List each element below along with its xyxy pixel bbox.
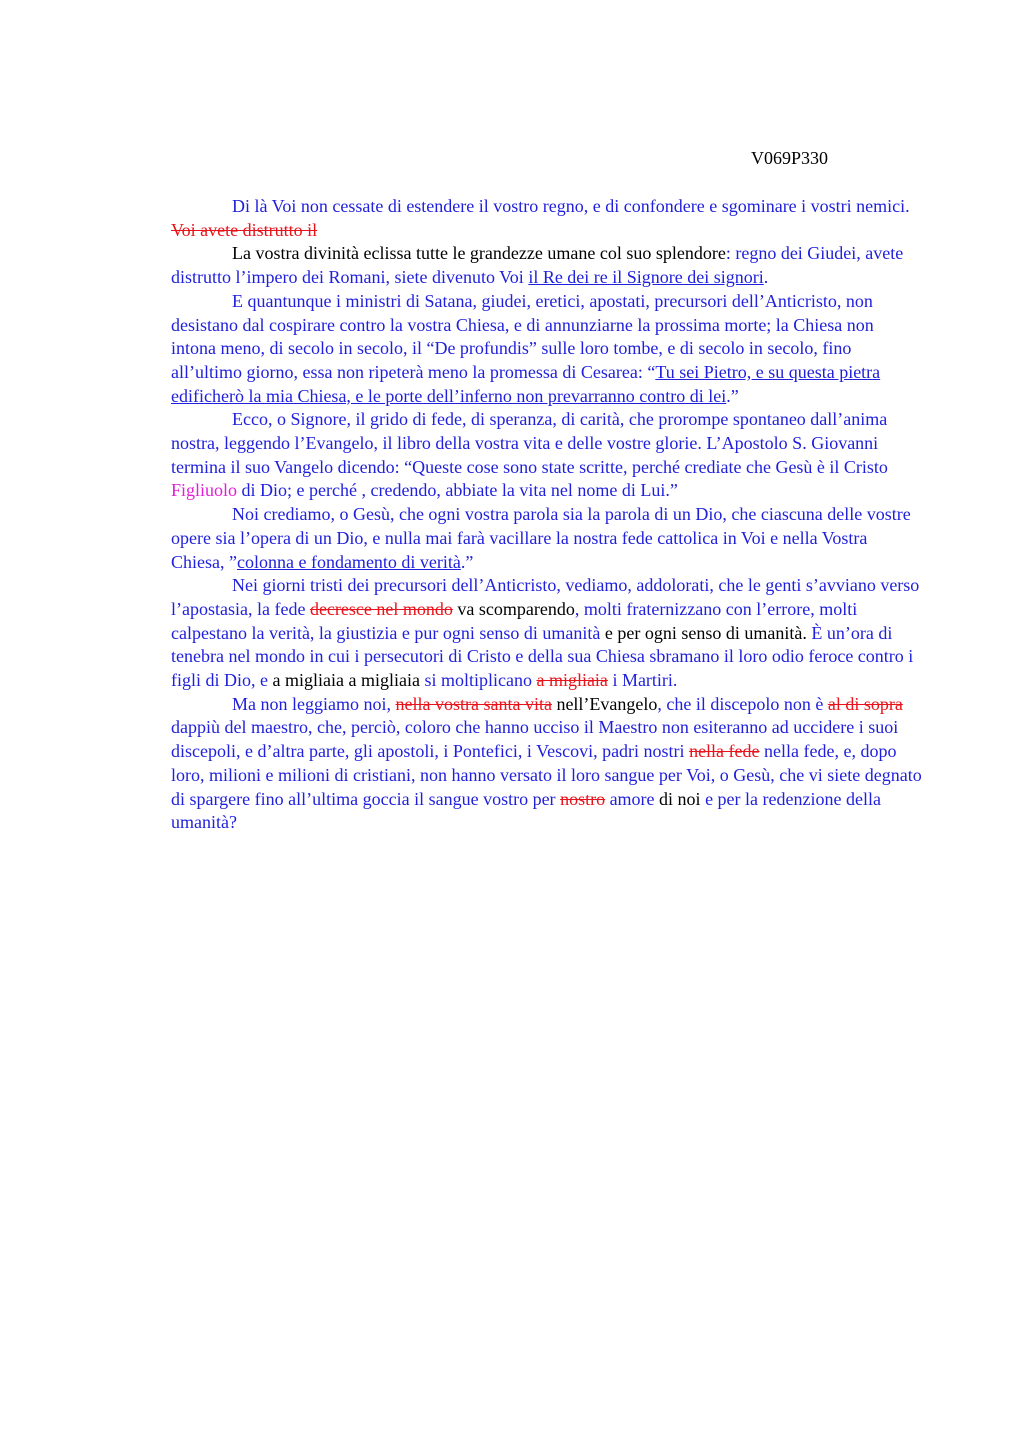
deleted-text: Voi avete distrutto il [171, 219, 318, 240]
paragraph [171, 290, 923, 409]
underlined-quote: colonna e fondamento di verità [236, 551, 461, 572]
deleted-text: nella vostra santa vita [395, 693, 552, 714]
text-run: , molti fraternizzano con l’errore, molti calpestano la verità, la giustizia e pur ogni senso di umanità [171, 598, 858, 643]
text-run: amore [605, 788, 660, 809]
text-run: i Martiri. [607, 670, 678, 691]
deleted-text: nostro [560, 788, 606, 809]
paragraph [171, 574, 923, 693]
paragraph [171, 242, 923, 289]
paragraph [171, 503, 923, 574]
text-run: : regno dei Giudei, avete distrutto l’impero dei Romani, siete divenuto Voi [171, 243, 904, 288]
text-run: nella fede, e, dopo loro, milioni e milioni di cristiani, non hanno versato il loro sangue per Voi, o Gesù, che vi siete degnato di spargere fino all’ultima goccia il sangue vostro per [171, 741, 922, 809]
text-run: .” [726, 385, 739, 406]
text-run: . [763, 267, 769, 288]
text-run: dappiù del maestro, che, perciò, coloro che hanno ucciso il Maestro non esiteranno ad uccidere i suoi discepoli, e d’altra parte, gli apostoli, i Pontefici, i Vescovi, padri nostri [171, 717, 899, 762]
text-run: Ma non leggiamo noi, [232, 693, 396, 714]
underlined-quote: il Re dei re il Signore dei signori [528, 267, 764, 288]
text-run-black: La vostra divinità eclissa tutte le grandezze umane col suo splendore [232, 243, 726, 264]
deleted-text: al di sopra [827, 693, 903, 714]
page-identifier: V069P330 [751, 148, 829, 168]
text-run: di Dio; e perché , credendo, abbiate la vita nel nome di Lui.” [237, 480, 678, 501]
text-run-black: e per ogni senso di umanità. [600, 622, 812, 643]
text-run: Di là Voi non cessate di estendere il vostro regno, e di confondere e sgominare i vostri nemici. [232, 196, 910, 216]
text-run: , che il discepolo non è [657, 693, 828, 714]
text-run: Ecco, o Signore, il grido di fede, di speranza, di carità, che prorompe spontaneo dall’anima nostra, leggendo l’Evangelo, il libro della vostra vita e delle vostre glorie. L’Apostolo S. Giovanni termina il suo Vangelo dicendo: “Queste cose sono state scritte, perché crediate che Gesù è il Cristo [171, 409, 888, 477]
text-run: si moltiplicano [419, 670, 537, 691]
deleted-text: a migliaia [536, 670, 608, 691]
text-run: Nei giorni tristi dei precursori dell’Anticristo, vediamo, addolorati, che le genti s’avviano verso l’apostasia, la fede [171, 575, 920, 619]
text-run-black: va scomparendo [452, 598, 575, 619]
text-run-black: di noi [659, 788, 701, 809]
text-run: .” [460, 551, 474, 572]
deleted-text: nella fede [689, 741, 760, 762]
text-run: È un’ora di tenebra nel mondo in cui i persecutori di Cristo e della sua Chiesa sbramano il loro odio feroce contro i figli di Dio, e [171, 622, 914, 691]
text-run-black: a migliaia a migliaia [272, 670, 420, 691]
document-body [171, 195, 923, 835]
text-run: E quantunque i ministri di Satana, giudei, eretici, apostati, precursori dell’Anticristo, non desistano dal cospirare contro la vostra Chiesa, e di annunziarne la prossima morte; la Chiesa non intona meno, di secolo in secolo, il “De profundis” sulle loro tombe, e di secolo in secolo, fino all’ultimo giorno, essa non ripeterà meno la promessa di Cesarea: “ [171, 290, 874, 382]
paragraph [171, 408, 923, 503]
deleted-text: decresce nel mondo [309, 598, 453, 619]
underlined-quote: Tu sei Pietro, e su questa pietra edificherò la mia Chiesa, e le porte dell’inferno non prevarranno contro di lei [171, 361, 881, 406]
text-run: e per la redenzione della umanità? [171, 788, 881, 833]
paragraph [171, 195, 923, 242]
highlighted-text: Figliuolo [171, 480, 238, 501]
paragraph [171, 693, 923, 835]
text-run: Noi crediamo, o Gesù, che ogni vostra parola sia la parola di un Dio, che ciascuna delle vostre opere sia l’opera di un Dio, e nulla mai farà vacillare la nostra fede cattolica in Voi e nella Vostra Chiesa, ” [171, 504, 911, 572]
text-run-black: nell’Evangelo [551, 693, 658, 714]
